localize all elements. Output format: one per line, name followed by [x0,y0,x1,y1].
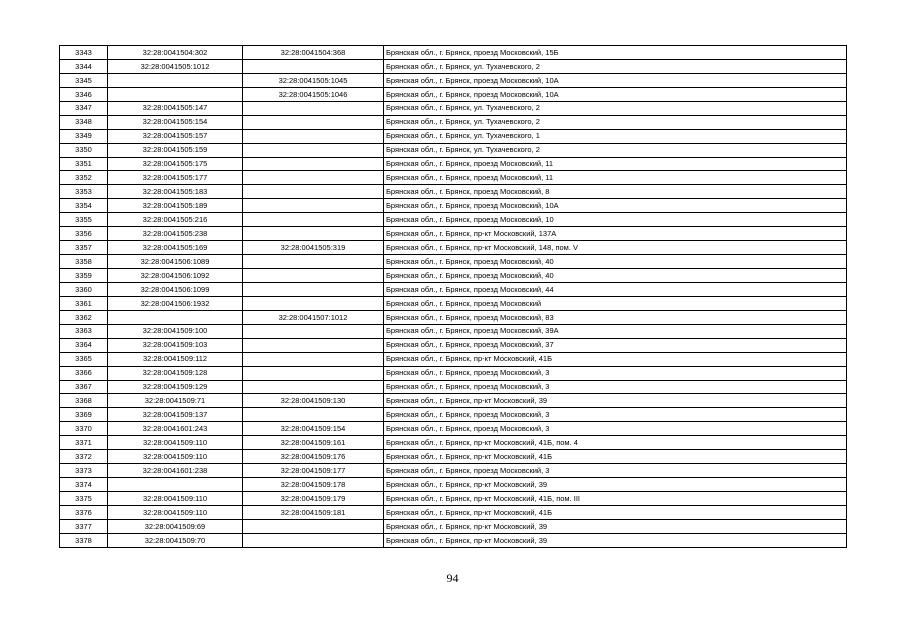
related-cadastral-number-cell: 32:28:0041507:1012 [243,310,384,324]
cadastral-number-cell: 32:28:0041505:216 [108,213,243,227]
table-row [60,296,847,310]
address-cell: Брянская обл., г. Брянск, пр-кт Московский, 41Б [384,505,847,519]
related-cadastral-number-cell [243,352,384,366]
address-cell: Брянская обл., г. Брянск, ул. Тухачевского, 2 [384,115,847,129]
table-row [60,185,847,199]
row-number-cell: 3357 [60,241,108,255]
address-cell: Брянская обл., г. Брянск, проезд Московский, 10А [384,87,847,101]
row-number-cell: 3358 [60,255,108,269]
table-row [60,269,847,283]
table-body [60,46,847,548]
address-cell: Брянская обл., г. Брянск, пр-кт Московский, 41Б [384,352,847,366]
related-cadastral-number-cell [243,269,384,283]
cadastral-number-cell: 32:28:0041506:1932 [108,296,243,310]
table-row [60,310,847,324]
cadastral-number-cell: 32:28:0041601:238 [108,464,243,478]
row-number-cell: 3360 [60,282,108,296]
related-cadastral-number-cell: 32:28:0041504:368 [243,46,384,60]
address-cell: Брянская обл., г. Брянск, проезд Московский, 3 [384,366,847,380]
address-cell: Брянская обл., г. Брянск, ул. Тухачевского, 2 [384,101,847,115]
address-cell: Брянская обл., г. Брянск, пр-кт Московский, 39 [384,533,847,547]
table-row [60,394,847,408]
row-number-cell: 3355 [60,213,108,227]
related-cadastral-number-cell [243,115,384,129]
related-cadastral-number-cell: 32:28:0041509:176 [243,450,384,464]
address-cell: Брянская обл., г. Брянск, проезд Московский, 40 [384,255,847,269]
address-cell: Брянская обл., г. Брянск, проезд Московский, 11 [384,157,847,171]
row-number-cell: 3372 [60,450,108,464]
address-cell: Брянская обл., г. Брянск, проезд Московский, 11 [384,171,847,185]
table-row [60,422,847,436]
row-number-cell: 3375 [60,492,108,506]
cadastral-number-cell: 32:28:0041601:243 [108,422,243,436]
related-cadastral-number-cell [243,185,384,199]
related-cadastral-number-cell [243,227,384,241]
address-cell: Брянская обл., г. Брянск, пр-кт Московский, 39 [384,394,847,408]
table-row [60,464,847,478]
cadastral-number-cell: 32:28:0041509:71 [108,394,243,408]
cadastral-number-cell [108,87,243,101]
related-cadastral-number-cell [243,366,384,380]
cadastral-number-cell [108,478,243,492]
address-cell: Брянская обл., г. Брянск, проезд Московский, 40 [384,269,847,283]
row-number-cell: 3370 [60,422,108,436]
table-row [60,450,847,464]
table-row [60,227,847,241]
cadastral-number-cell: 32:28:0041509:128 [108,366,243,380]
related-cadastral-number-cell [243,338,384,352]
cadastral-number-cell: 32:28:0041505:177 [108,171,243,185]
cadastral-number-cell: 32:28:0041505:157 [108,129,243,143]
related-cadastral-number-cell: 32:28:0041505:1045 [243,73,384,87]
address-cell: Брянская обл., г. Брянск, проезд Московский, 37 [384,338,847,352]
related-cadastral-number-cell: 32:28:0041509:181 [243,505,384,519]
cadastral-number-cell: 32:28:0041505:189 [108,199,243,213]
row-number-cell: 3356 [60,227,108,241]
table-row [60,255,847,269]
related-cadastral-number-cell [243,129,384,143]
cadastral-number-cell [108,310,243,324]
address-cell: Брянская обл., г. Брянск, пр-кт Московский, 148, пом. V [384,241,847,255]
table-row [60,533,847,547]
cadastral-number-cell [108,73,243,87]
related-cadastral-number-cell [243,171,384,185]
table-row [60,324,847,338]
row-number-cell: 3349 [60,129,108,143]
row-number-cell: 3364 [60,338,108,352]
table-row [60,519,847,533]
cadastral-number-cell: 32:28:0041509:110 [108,436,243,450]
table-row [60,115,847,129]
related-cadastral-number-cell [243,255,384,269]
related-cadastral-number-cell [243,380,384,394]
related-cadastral-number-cell: 32:28:0041505:1046 [243,87,384,101]
related-cadastral-number-cell [243,143,384,157]
related-cadastral-number-cell [243,199,384,213]
cadastral-number-cell: 32:28:0041509:69 [108,519,243,533]
related-cadastral-number-cell: 32:28:0041509:161 [243,436,384,450]
table-row [60,338,847,352]
address-cell: Брянская обл., г. Брянск, пр-кт Московский, 137А [384,227,847,241]
address-cell: Брянская обл., г. Брянск, пр-кт Московский, 41Б, пом. III [384,492,847,506]
cadastral-number-cell: 32:28:0041509:100 [108,324,243,338]
row-number-cell: 3351 [60,157,108,171]
table-row [60,101,847,115]
table-row [60,366,847,380]
cadastral-number-cell: 32:28:0041505:1012 [108,59,243,73]
cadastral-number-cell: 32:28:0041505:169 [108,241,243,255]
table-row [60,59,847,73]
related-cadastral-number-cell [243,408,384,422]
row-number-cell: 3365 [60,352,108,366]
related-cadastral-number-cell: 32:28:0041509:178 [243,478,384,492]
row-number-cell: 3366 [60,366,108,380]
table-row [60,73,847,87]
table-row [60,46,847,60]
related-cadastral-number-cell [243,324,384,338]
address-cell: Брянская обл., г. Брянск, ул. Тухачевского, 2 [384,59,847,73]
table-row [60,157,847,171]
table-row [60,436,847,450]
table-row [60,199,847,213]
row-number-cell: 3363 [60,324,108,338]
cadastral-number-cell: 32:28:0041509:112 [108,352,243,366]
related-cadastral-number-cell: 32:28:0041505:319 [243,241,384,255]
address-cell: Брянская обл., г. Брянск, ул. Тухачевского, 1 [384,129,847,143]
cadastral-number-cell: 32:28:0041505:154 [108,115,243,129]
row-number-cell: 3353 [60,185,108,199]
cadastral-number-cell: 32:28:0041506:1092 [108,269,243,283]
cadastral-number-cell: 32:28:0041506:1099 [108,282,243,296]
cadastral-number-cell: 32:28:0041509:137 [108,408,243,422]
related-cadastral-number-cell [243,101,384,115]
row-number-cell: 3368 [60,394,108,408]
address-cell: Брянская обл., г. Брянск, проезд Московский, 3 [384,464,847,478]
address-cell: Брянская обл., г. Брянск, проезд Московский [384,296,847,310]
table-row [60,380,847,394]
address-cell: Брянская обл., г. Брянск, проезд Московский, 15Б [384,46,847,60]
row-number-cell: 3371 [60,436,108,450]
row-number-cell: 3354 [60,199,108,213]
row-number-cell: 3352 [60,171,108,185]
related-cadastral-number-cell: 32:28:0041509:177 [243,464,384,478]
table-row [60,282,847,296]
row-number-cell: 3374 [60,478,108,492]
related-cadastral-number-cell [243,213,384,227]
address-cell: Брянская обл., г. Брянск, проезд Московский, 3 [384,422,847,436]
related-cadastral-number-cell [243,533,384,547]
row-number-cell: 3361 [60,296,108,310]
row-number-cell: 3345 [60,73,108,87]
table-row [60,408,847,422]
row-number-cell: 3369 [60,408,108,422]
related-cadastral-number-cell [243,59,384,73]
cadastral-number-cell: 32:28:0041509:70 [108,533,243,547]
table-row [60,505,847,519]
related-cadastral-number-cell: 32:28:0041509:154 [243,422,384,436]
cadastral-number-cell: 32:28:0041505:238 [108,227,243,241]
address-cell: Брянская обл., г. Брянск, пр-кт Московский, 39 [384,519,847,533]
row-number-cell: 3346 [60,87,108,101]
table-row [60,352,847,366]
cadastral-number-cell: 32:28:0041505:183 [108,185,243,199]
row-number-cell: 3377 [60,519,108,533]
table-row [60,478,847,492]
address-cell: Брянская обл., г. Брянск, ул. Тухачевского, 2 [384,143,847,157]
row-number-cell: 3344 [60,59,108,73]
cadastral-number-cell: 32:28:0041506:1089 [108,255,243,269]
address-cell: Брянская обл., г. Брянск, проезд Московский, 8 [384,185,847,199]
address-cell: Брянская обл., г. Брянск, проезд Московский, 10 [384,213,847,227]
table-row [60,87,847,101]
cadastral-table [59,45,847,548]
cadastral-number-cell: 32:28:0041504:302 [108,46,243,60]
cadastral-number-cell: 32:28:0041509:103 [108,338,243,352]
address-cell: Брянская обл., г. Брянск, проезд Московский, 10А [384,199,847,213]
cadastral-number-cell: 32:28:0041509:129 [108,380,243,394]
related-cadastral-number-cell [243,519,384,533]
table-row [60,492,847,506]
row-number-cell: 3347 [60,101,108,115]
address-cell: Брянская обл., г. Брянск, проезд Московский, 44 [384,282,847,296]
row-number-cell: 3359 [60,269,108,283]
cadastral-number-cell: 32:28:0041505:159 [108,143,243,157]
table-row [60,241,847,255]
address-cell: Брянская обл., г. Брянск, пр-кт Московский, 41Б, пом. 4 [384,436,847,450]
address-cell: Брянская обл., г. Брянск, проезд Московский, 3 [384,408,847,422]
address-cell: Брянская обл., г. Брянск, проезд Московский, 10А [384,73,847,87]
cadastral-number-cell: 32:28:0041509:110 [108,492,243,506]
related-cadastral-number-cell [243,157,384,171]
row-number-cell: 3373 [60,464,108,478]
address-cell: Брянская обл., г. Брянск, пр-кт Московский, 41Б [384,450,847,464]
address-cell: Брянская обл., г. Брянск, проезд Московский, 83 [384,310,847,324]
related-cadastral-number-cell [243,282,384,296]
row-number-cell: 3350 [60,143,108,157]
address-cell: Брянская обл., г. Брянск, проезд Московский, 3 [384,380,847,394]
related-cadastral-number-cell [243,296,384,310]
row-number-cell: 3343 [60,46,108,60]
related-cadastral-number-cell: 32:28:0041509:130 [243,394,384,408]
cadastral-number-cell: 32:28:0041509:110 [108,505,243,519]
row-number-cell: 3378 [60,533,108,547]
row-number-cell: 3376 [60,505,108,519]
cadastral-number-cell: 32:28:0041505:147 [108,101,243,115]
page-number: 94 [446,571,459,585]
table-row [60,213,847,227]
address-cell: Брянская обл., г. Брянск, проезд Московский, 39А [384,324,847,338]
row-number-cell: 3362 [60,310,108,324]
row-number-cell: 3367 [60,380,108,394]
address-cell: Брянская обл., г. Брянск, пр-кт Московский, 39 [384,478,847,492]
cadastral-number-cell: 32:28:0041505:175 [108,157,243,171]
table-row [60,129,847,143]
table-row [60,171,847,185]
table-row [60,143,847,157]
row-number-cell: 3348 [60,115,108,129]
related-cadastral-number-cell: 32:28:0041509:179 [243,492,384,506]
cadastral-number-cell: 32:28:0041509:110 [108,450,243,464]
